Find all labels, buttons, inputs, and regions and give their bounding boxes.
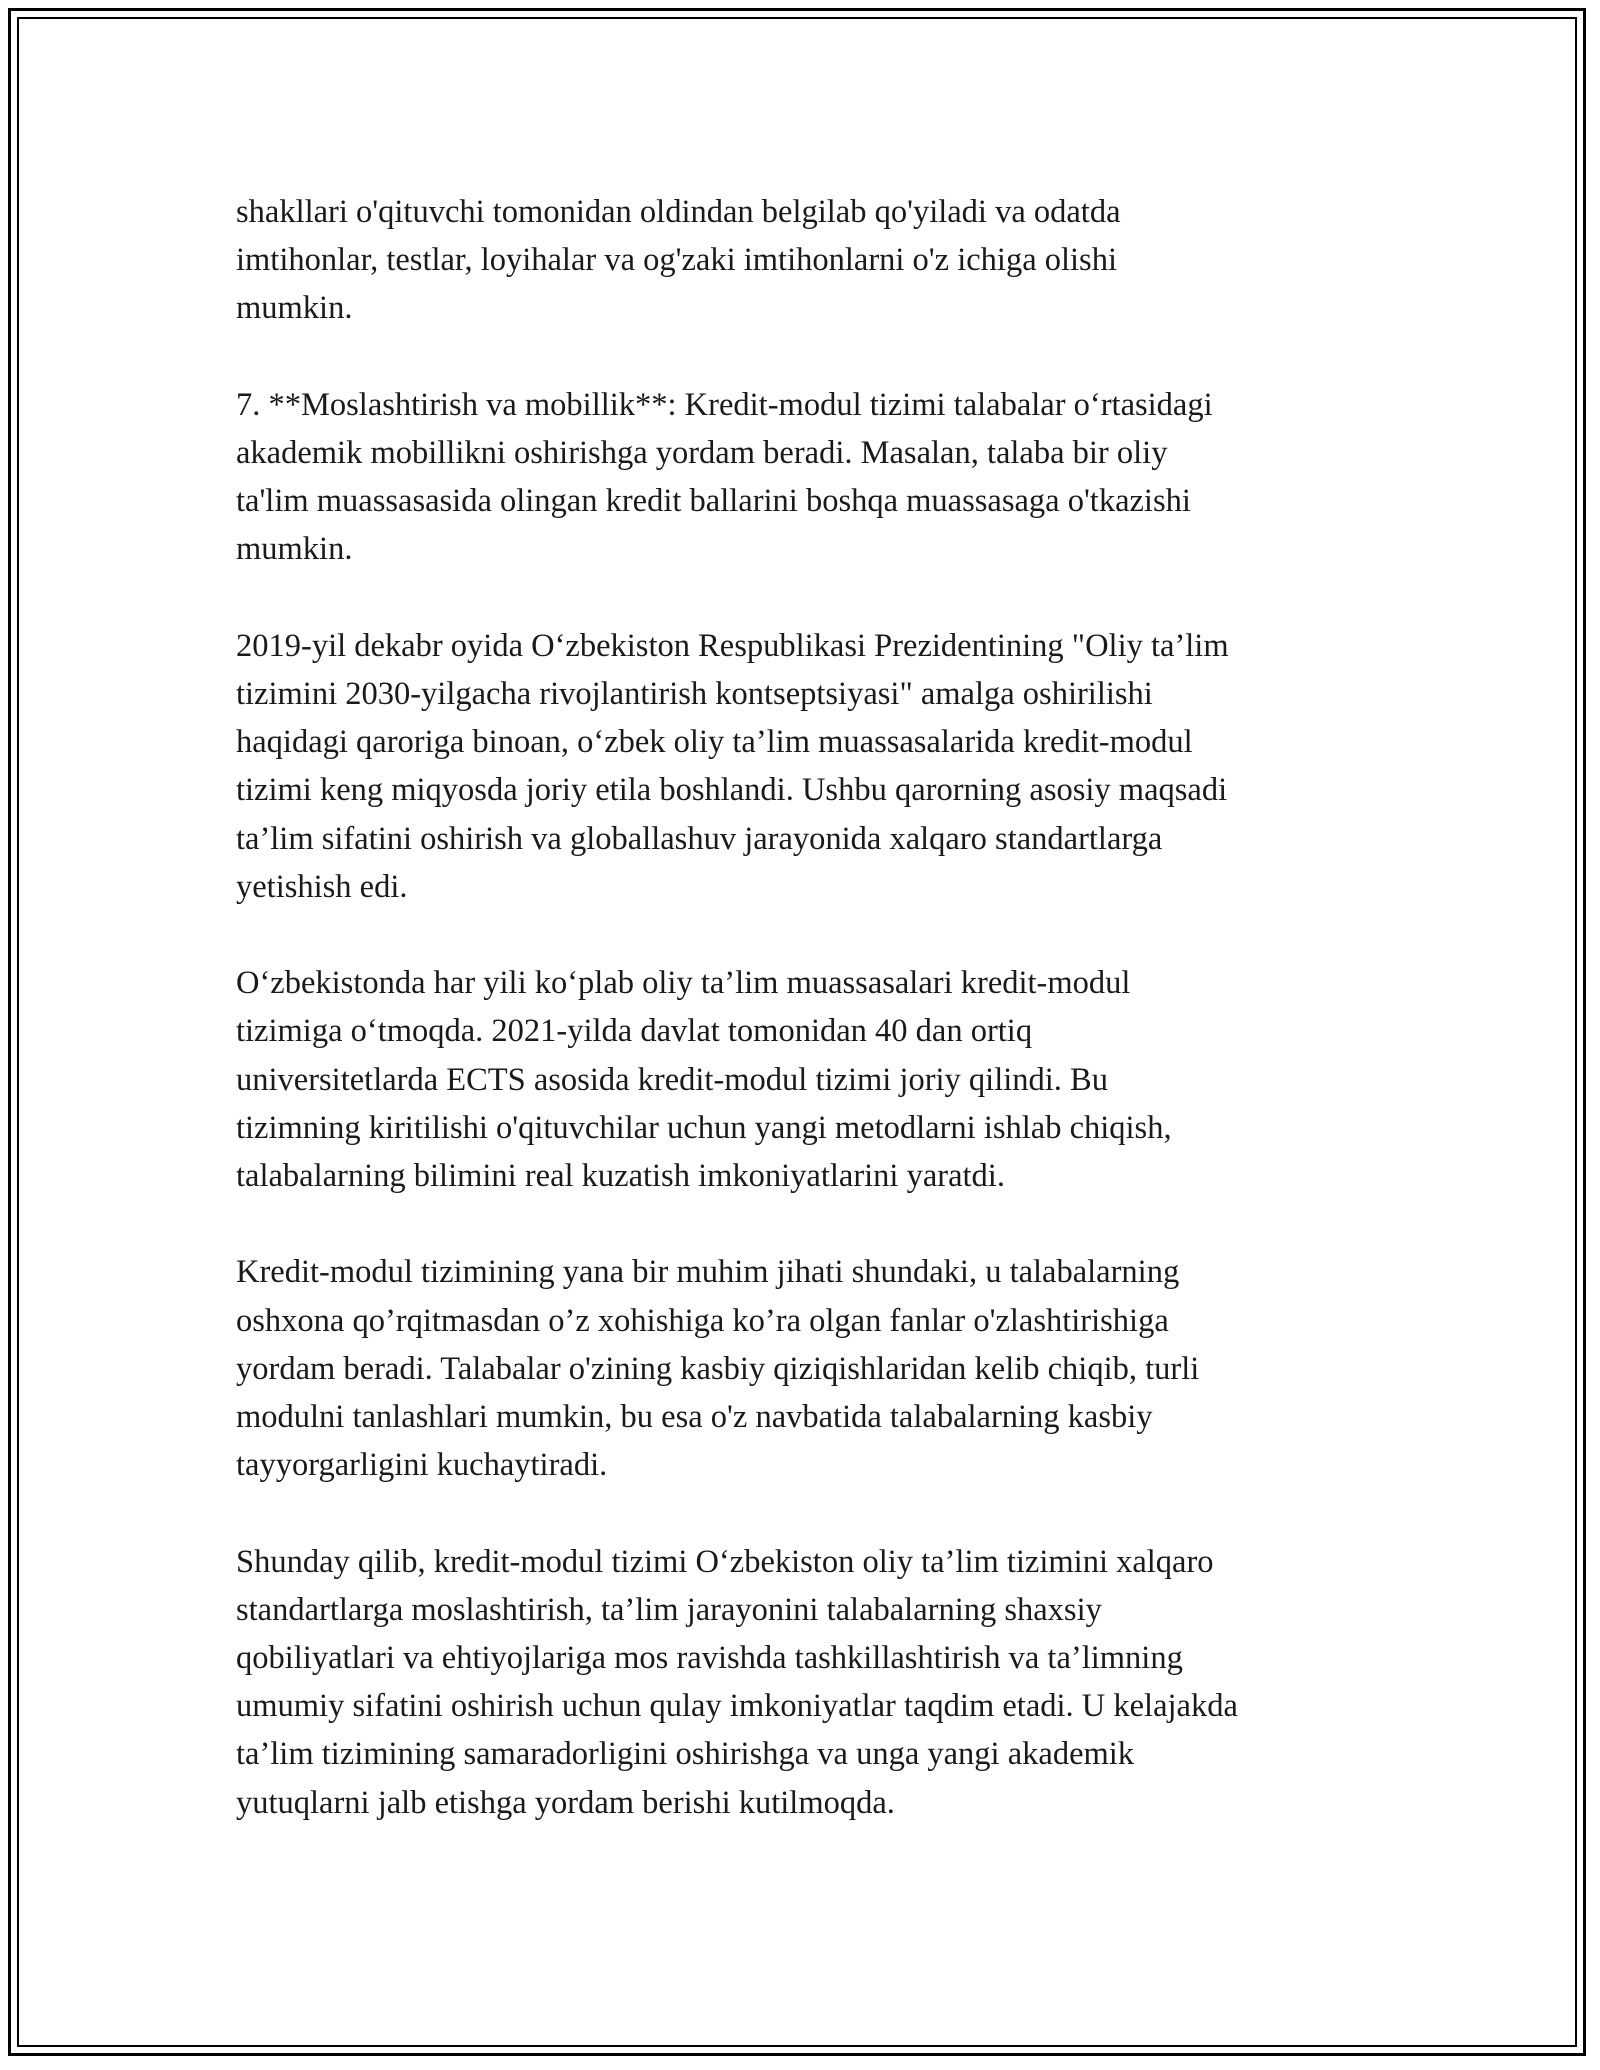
- text-line: ta’lim tizimining samaradorligini oshirishga va unga yangi akademik: [236, 1736, 1135, 1773]
- text-line: mumkin.: [236, 290, 353, 327]
- text-line: tizimning kiritilishi o'qituvchilar uchun yangi metodlarni ishlab chiqish,: [236, 1109, 1172, 1146]
- text-line: mumkin.: [236, 531, 353, 568]
- text-line: imtihonlar, testlar, loyihalar va og'zaki imtihonlarni o'z ichiga olishi: [236, 242, 1117, 279]
- text-line: 2019-yil dekabr oyida O‘zbekiston Respublikasi Prezidentining "Oliy ta’lim: [236, 627, 1229, 664]
- text-line: tayyorgarligini kuchaytiradi.: [236, 1447, 608, 1484]
- text-line: Shunday qilib, kredit-modul tizimi O‘zbekiston oliy ta’lim tizimini xalqaro: [236, 1543, 1214, 1580]
- text-line: akademik mobillikni oshirishga yordam beradi. Masalan, talaba bir oliy: [236, 435, 1168, 471]
- text-line: tizimiga o‘tmoqda. 2021-yilda davlat tomonidan 40 dan ortiq: [236, 1013, 1033, 1050]
- text-line: yordam beradi. Talabalar o'zining kasbiy qiziqishlaridan kelib chiqib, turli: [236, 1350, 1200, 1387]
- text-line: yutuqlarni jalb etishga yordam berishi kutilmoqda.: [236, 1784, 895, 1821]
- text-line: tizimi keng miqyosda joriy etila boshlandi. Ushbu qarorning asosiy maqsadi: [236, 772, 1228, 809]
- text-line: standartlarga moslashtirish, ta’lim jarayonini talabalarning shaxsiy: [236, 1591, 1102, 1628]
- paragraph-mobility: [236, 381, 1396, 574]
- text-line: oshxona qo’rqitmasdan o’z xohishiga ko’ra olgan fanlar o'zlashtirishiga: [236, 1302, 1169, 1339]
- text-line: ta'lim muassasasida olingan kredit ballarini boshqa muassasaga o'tkazishi: [236, 483, 1191, 520]
- paragraph-adoption: [236, 959, 1396, 1200]
- text-line: universitetlarda ECTS asosida kredit-modul tizimi joriy qilindi. Bu: [236, 1061, 1108, 1098]
- paragraph-2019-decree: [236, 622, 1396, 911]
- text-line: Kredit-modul tizimining yana bir muhim jihati shundaki, u talabalarning: [236, 1254, 1180, 1291]
- text-line: qobiliyatlari va ehtiyojlariga mos ravishda tashkillashtirish va ta’limning: [236, 1640, 1183, 1677]
- paragraph-student-choice: [236, 1248, 1396, 1489]
- text-line: tizimini 2030-yilgacha rivojlantirish kontseptsiyasi" amalga oshirilishi: [236, 676, 1153, 712]
- text-line: haqidagi qaroriga binoan, o‘zbek oliy ta’lim muassasalarida kredit-modul: [236, 724, 1193, 761]
- paragraph-conclusion: [236, 1538, 1396, 1827]
- document-body: [236, 188, 1396, 1875]
- text-line: umumiy sifatini oshirish uchun qulay imkoniyatlar taqdim etadi. U kelajakda: [236, 1688, 1238, 1725]
- text-line: ta’lim sifatini oshirish va globallashuv jarayonida xalqaro standartlarga: [236, 820, 1163, 857]
- paragraph-assessment-continuation: [236, 188, 1396, 333]
- text-line: modulni tanlashlari mumkin, bu esa o'z navbatida talabalarning kasbiy: [236, 1399, 1153, 1436]
- text-line: 7. **Moslashtirish va mobillik**: Kredit-modul tizimi talabalar o‘rtasidagi: [236, 386, 1213, 423]
- text-line: yetishish edi.: [236, 868, 408, 905]
- text-line: shakllari o'qituvchi tomonidan oldindan belgilab qo'yiladi va odatda: [236, 194, 1121, 230]
- text-line: talabalarning bilimini real kuzatish imkoniyatlarini yaratdi.: [236, 1158, 1005, 1195]
- text-line: O‘zbekistonda har yili ko‘plab oliy ta’lim muassasalari kredit-modul: [236, 965, 1131, 1002]
